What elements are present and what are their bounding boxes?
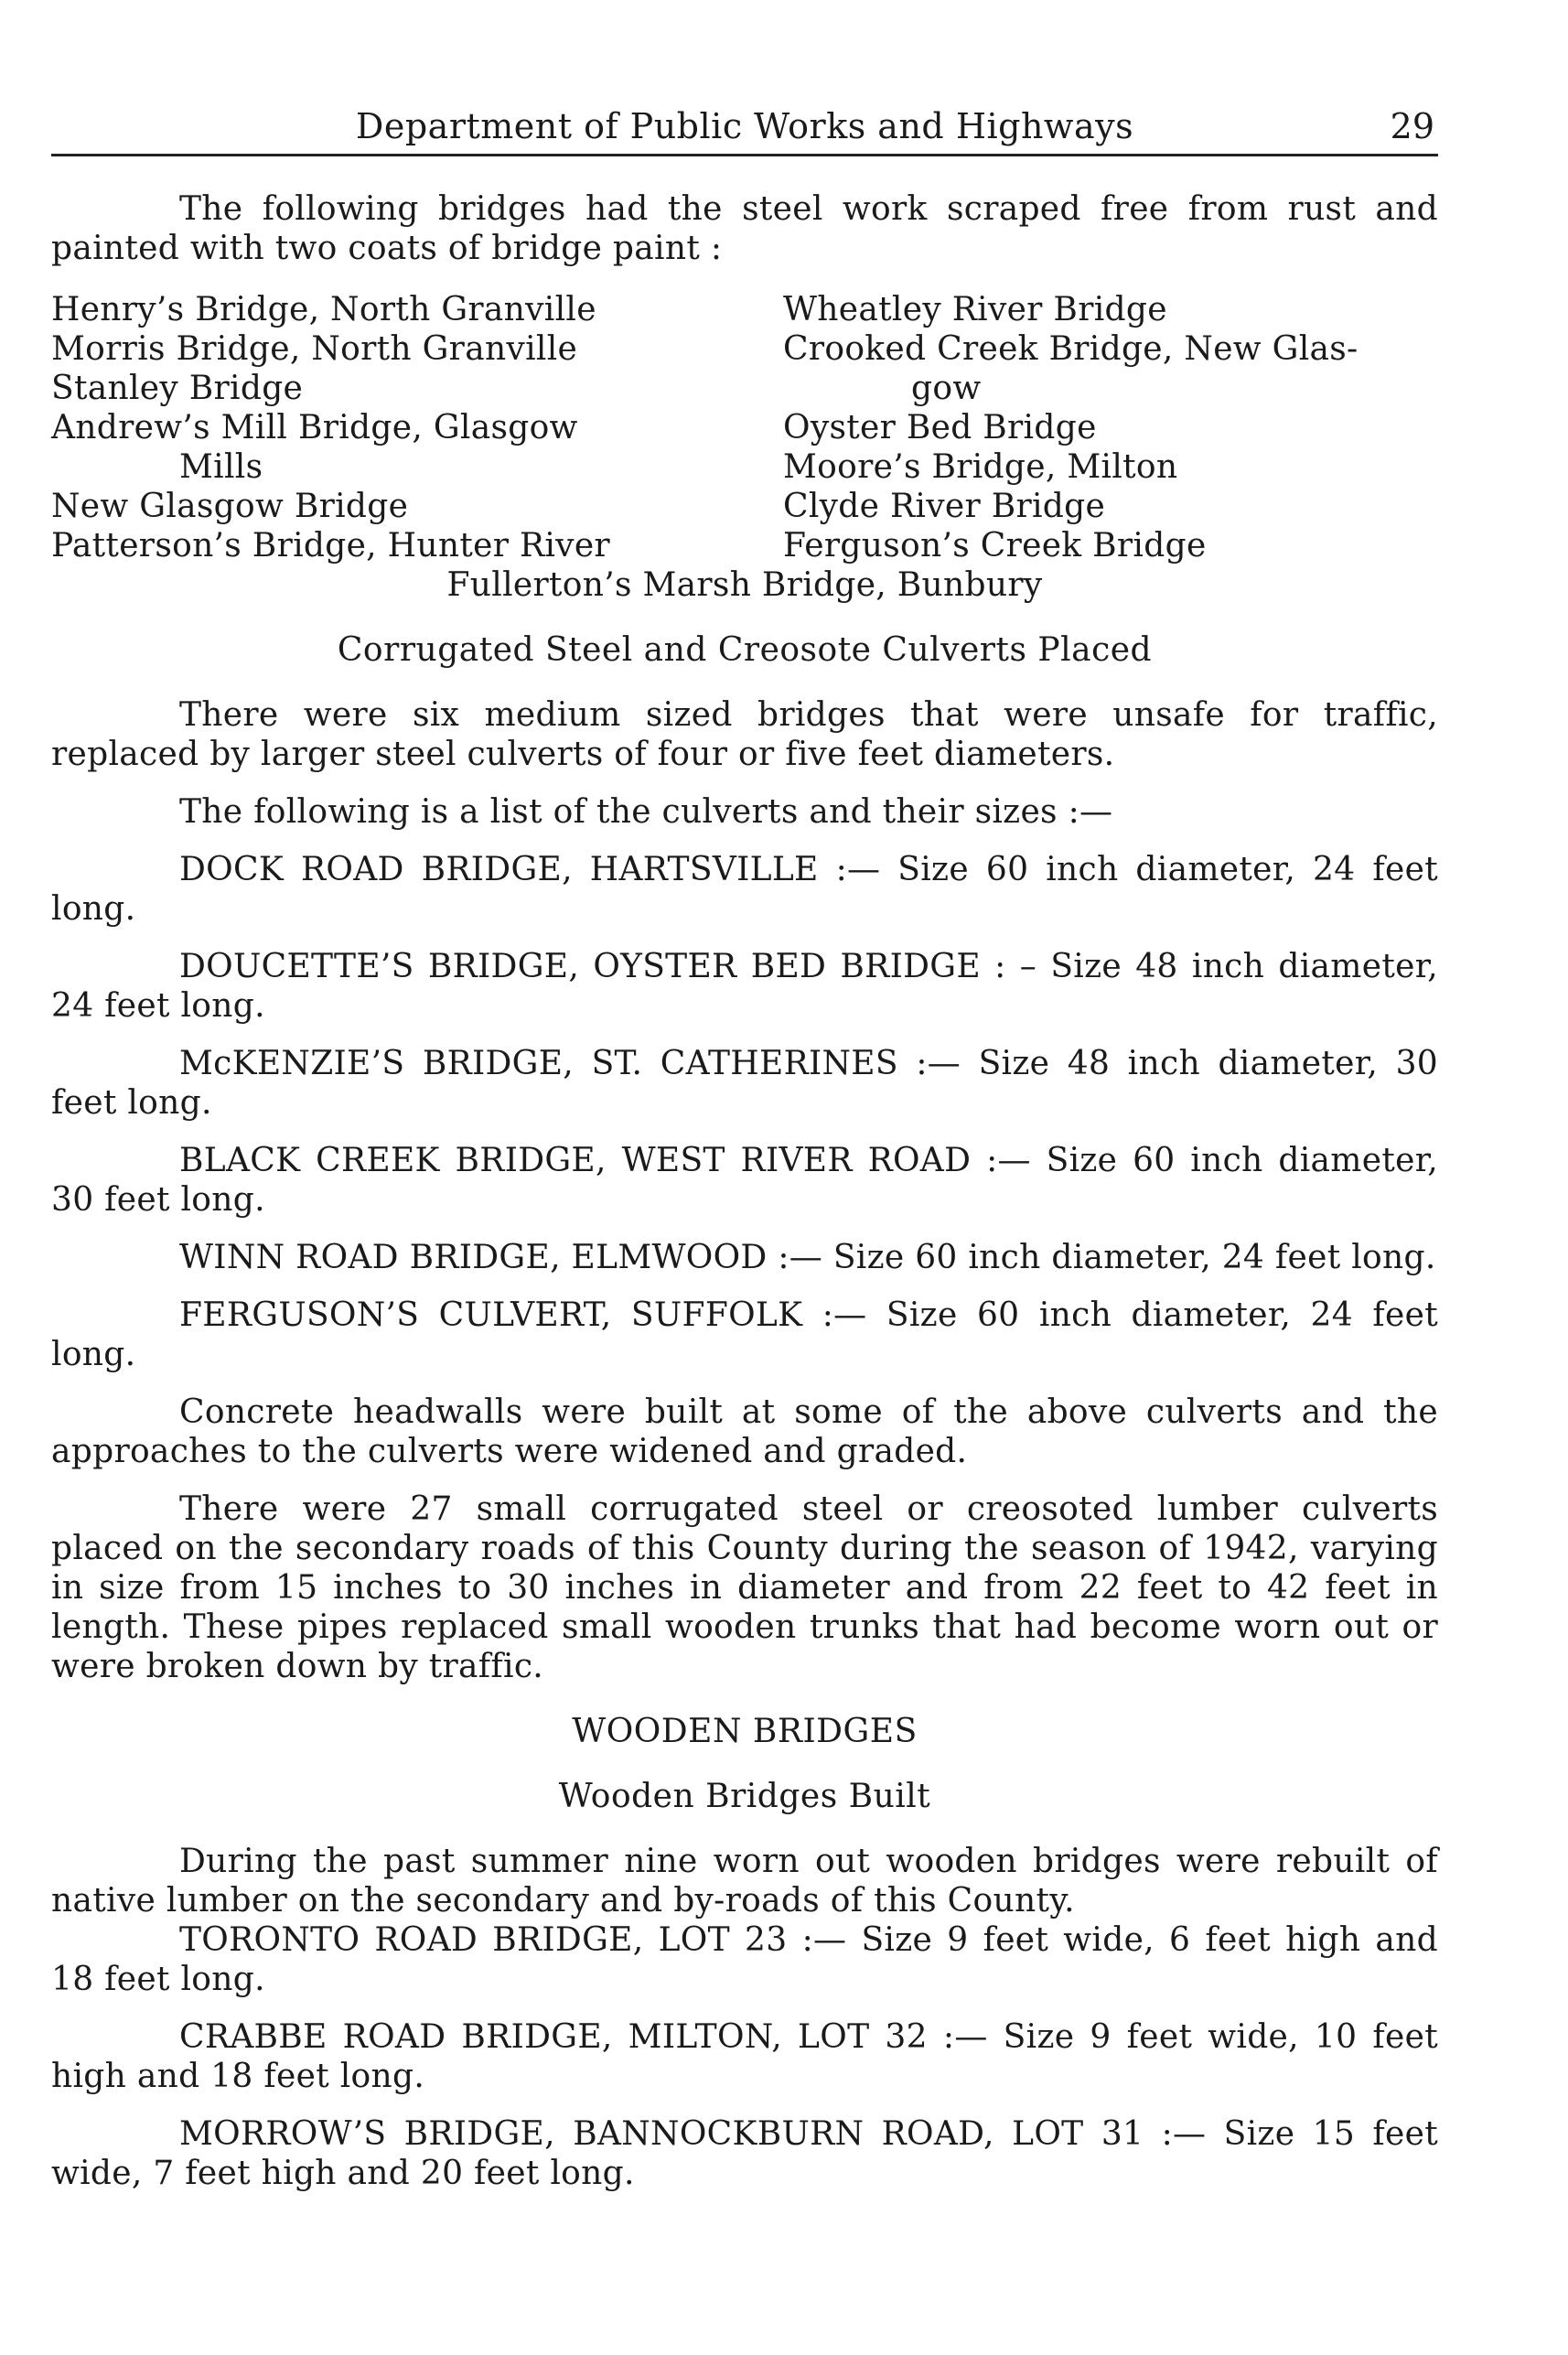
culverts-intro-paragraph: There were six medium sized bridges that were unsafe for traffic, replaced by larger steel culverts of four or five feet diameters. — [51, 696, 1438, 773]
list-item: Crooked Creek Bridge, New Glas- — [783, 330, 1359, 368]
culvert-entry: DOUCETTE’S BRIDGE, OYSTER BED BRIDGE : – Size 48 inch diameter, 24 feet long. — [51, 948, 1438, 1025]
headwalls-paragraph: Concrete headwalls were built at some of the above culverts and the approaches to the culverts were widened and graded. — [51, 1393, 1438, 1470]
list-item: Oyster Bed Bridge — [783, 409, 1097, 446]
culverts-heading: Corrugated Steel and Creosote Culverts Placed — [337, 631, 1153, 669]
list-item: New Glasgow Bridge — [51, 488, 409, 525]
list-item: Clyde River Bridge — [783, 488, 1106, 525]
list-item: Moore’s Bridge, Milton — [783, 448, 1178, 486]
painted-bridges-left-column — [51, 290, 783, 565]
running-head — [51, 99, 1438, 156]
page-body — [51, 189, 1438, 2193]
paint-intro-paragraph: The following bridges had the steel work scraped free from rust and painted with two coats of bridge paint : — [51, 190, 1438, 267]
wooden-bridges-subheading: Wooden Bridges Built — [558, 1778, 931, 1815]
painted-bridges-final-item: Fullerton’s Marsh Bridge, Bunbury — [446, 566, 1043, 604]
wooden-bridge-entry: TORONTO ROAD BRIDGE, LOT 23 :— Size 9 feet wide, 6 feet high and 18 feet long. — [51, 1921, 1438, 1998]
list-item: Morris Bridge, North Granville — [51, 330, 578, 368]
wooden-bridge-entry: MORROW’S BRIDGE, BANNOCKBURN ROAD, LOT 31 :— Size 15 feet wide, 7 feet high and 20 feet long. — [51, 2115, 1438, 2192]
list-item: Wheatley River Bridge — [783, 291, 1167, 328]
small-culverts-paragraph: There were 27 small corrugated steel or creosoted lumber culverts placed on the secondary roads of this County during the season of 1942, varying in size from 15 inches to 30 inches in diameter and from 22 feet to 42 feet in length. These pipes replaced small wooden trunks that had become worn out or were broken down by traffic. — [51, 1490, 1438, 1685]
wooden-bridge-entry: CRABBE ROAD BRIDGE, MILTON, LOT 32 :— Size 9 feet wide, 10 feet high and 18 feet long. — [51, 2018, 1438, 2095]
list-item-continuation: gow — [911, 370, 982, 407]
running-head-title: Department of Public Works and Highways — [355, 106, 1134, 146]
painted-bridges-list — [51, 290, 1438, 565]
culvert-entry: DOCK ROAD BRIDGE, HARTSVILLE :— Size 60 inch diameter, 24 feet long. — [51, 851, 1438, 928]
culvert-entry: BLACK CREEK BRIDGE, WEST RIVER ROAD :— Size 60 inch diameter, 30 feet long. — [51, 1142, 1438, 1219]
culverts-list-intro: The following is a list of the culverts and their sizes :— — [179, 793, 1113, 831]
wooden-bridges-intro-paragraph: During the past summer nine worn out wooden bridges were rebuilt of native lumber on the secondary and by-roads of this County. — [51, 1843, 1438, 1919]
wooden-bridges-heading: WOODEN BRIDGES — [572, 1713, 918, 1750]
list-item: Henry’s Bridge, North Granville — [51, 291, 596, 328]
culvert-entry: McKENZIE’S BRIDGE, ST. CATHERINES :— Size 48 inch diameter, 30 feet long. — [51, 1045, 1438, 1122]
list-item: Ferguson’s Creek Bridge — [783, 527, 1207, 565]
list-item: Patterson’s Bridge, Hunter River — [51, 527, 610, 565]
list-item: Stanley Bridge — [51, 370, 304, 407]
list-item-continuation: Mills — [179, 448, 263, 486]
culvert-entry: FERGUSON’S CULVERT, SUFFOLK :— Size 60 inch diameter, 24 feet long. — [51, 1296, 1438, 1373]
painted-bridges-right-column — [783, 290, 1438, 565]
list-item: Andrew’s Mill Bridge, Glasgow — [51, 409, 578, 446]
page-number: 29 — [1390, 106, 1434, 146]
culvert-entry: WINN ROAD BRIDGE, ELMWOOD :— Size 60 inch diameter, 24 feet long. — [179, 1239, 1436, 1276]
